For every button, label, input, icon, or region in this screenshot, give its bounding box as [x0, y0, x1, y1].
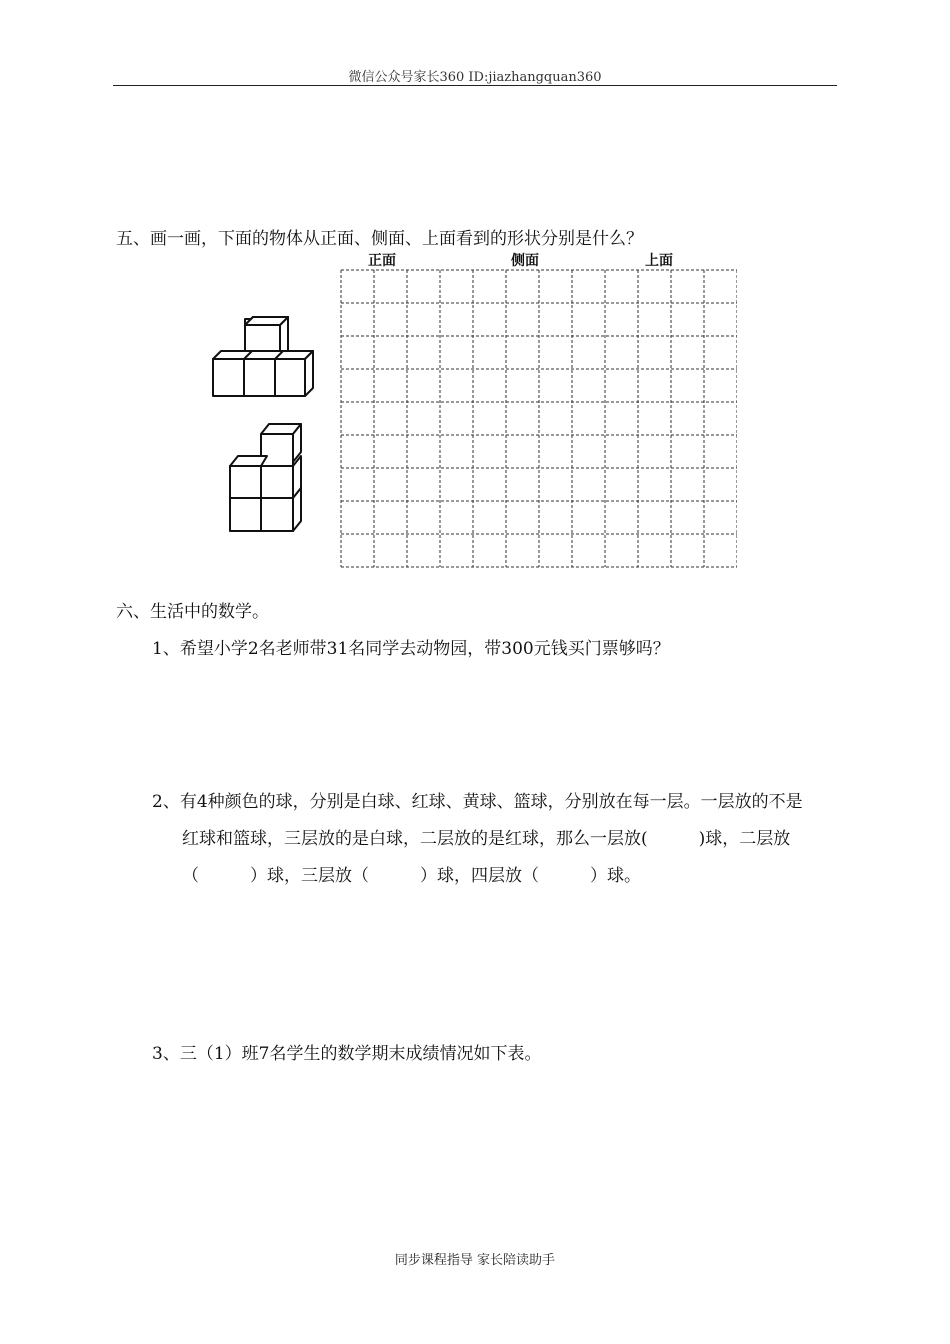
question-1: 1、希望小学2名老师带31名同学去动物园，带300元钱买门票够吗？: [152, 639, 670, 659]
cube-figure-2-drawing: [227, 420, 313, 536]
cube-figure-1: [210, 316, 325, 404]
question-2-line-2: 红球和篮球，三层放的是白球，二层放的是红球，那么一层放( )球，二层放: [182, 829, 791, 849]
grid-label-front: 正面: [368, 253, 396, 269]
cube-figure-2: [227, 420, 313, 540]
grid-label-side: 侧面: [511, 253, 539, 269]
grid-label-top: 上面: [645, 253, 673, 269]
page-footer: 同步课程指导 家长陪读助手: [394, 1253, 556, 1268]
section6-title: 六、生活中的数学。: [116, 602, 269, 622]
section5-title: 五、画一画，下面的物体从正面、侧面、上面看到的形状分别是什么？: [116, 229, 643, 249]
dashed-grid-svg: [339, 268, 737, 568]
header-rule: [113, 85, 837, 86]
question-3: 3、三（1）班7名学生的数学期末成绩情况如下表。: [152, 1044, 542, 1064]
drawing-grid: [339, 268, 737, 572]
page-header: 微信公众号家长360 ID:jiazhangquan360: [348, 70, 602, 85]
question-2-line-1: 2、有4种颜色的球，分别是白球、红球、黄球、篮球，分别放在每一层。一层放的不是: [152, 792, 803, 812]
question-2-line-3: （ ）球，三层放（ ）球，四层放（ ）球。: [182, 866, 641, 886]
cube-figure-1-drawing: [210, 316, 325, 400]
